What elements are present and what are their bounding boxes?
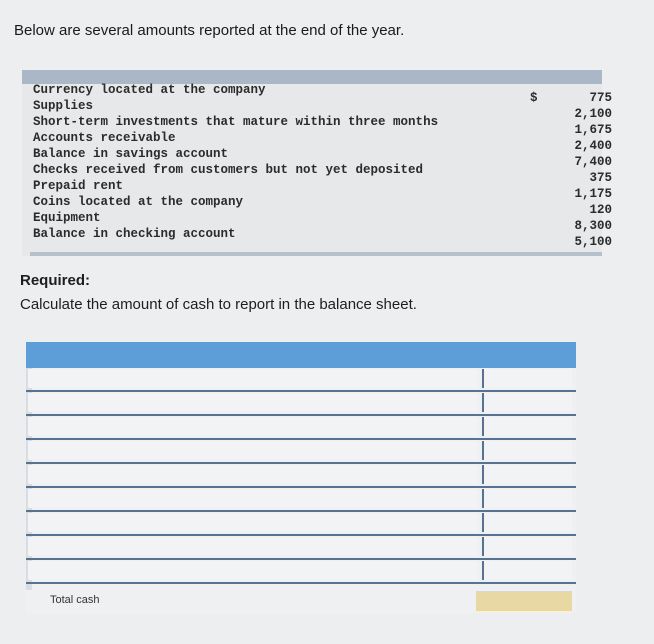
item-amount: 8,300 <box>574 219 612 233</box>
row-label-input[interactable] <box>28 561 478 580</box>
item-amount-row <box>530 90 612 106</box>
row-label-input[interactable] <box>28 489 478 508</box>
item-label: Prepaid rent <box>33 179 124 193</box>
table-row <box>26 368 576 392</box>
currency-symbol: $ <box>530 91 538 105</box>
total-row <box>26 590 576 612</box>
row-label-input[interactable] <box>28 537 478 556</box>
item-amount: 375 <box>589 171 612 185</box>
table-row <box>26 512 576 536</box>
row-amount-input[interactable] <box>482 489 572 508</box>
row-amount-input[interactable] <box>482 561 572 580</box>
answer-table <box>26 342 576 614</box>
row-amount-input[interactable] <box>482 369 572 388</box>
amounts-panel <box>22 70 612 256</box>
row-amount-input[interactable] <box>482 513 572 532</box>
item-label: Short-term investments that mature within three months <box>33 115 439 129</box>
row-label-input[interactable] <box>28 465 478 484</box>
item-label: Balance in checking account <box>33 227 236 241</box>
table-row <box>26 488 576 512</box>
item-label: Equipment <box>33 211 101 225</box>
row-amount-input[interactable] <box>482 441 572 460</box>
row-label-input[interactable] <box>28 417 478 436</box>
table-row <box>26 392 576 416</box>
row-label-input[interactable] <box>28 513 478 532</box>
item-amount: 5,100 <box>574 235 612 249</box>
row-amount-input[interactable] <box>482 393 572 412</box>
item-amount: 2,400 <box>574 139 612 153</box>
item-label: Balance in savings account <box>33 147 229 161</box>
total-cash-input[interactable] <box>476 591 572 611</box>
row-label-input[interactable] <box>28 369 478 388</box>
item-label: Currency located at the company <box>33 83 266 97</box>
item-amount: 775 <box>589 91 612 105</box>
required-instructions: Calculate the amount of cash to report in the balance sheet. <box>20 296 417 313</box>
item-label: Supplies <box>33 99 94 113</box>
table-row <box>26 440 576 464</box>
item-amount: 1,675 <box>574 123 612 137</box>
item-amount: 2,100 <box>574 107 612 121</box>
row-label-input[interactable] <box>28 393 478 412</box>
item-labels <box>33 82 503 242</box>
table-row <box>26 464 576 488</box>
item-label: Accounts receivable <box>33 131 176 145</box>
item-amounts <box>530 90 612 250</box>
table-row <box>26 536 576 560</box>
intro-text: Below are several amounts reported at the end of the year. <box>14 22 405 39</box>
row-amount-input[interactable] <box>482 417 572 436</box>
item-amount: 7,400 <box>574 155 612 169</box>
row-amount-input[interactable] <box>482 537 572 556</box>
item-amount: 120 <box>589 203 612 217</box>
row-amount-input[interactable] <box>482 465 572 484</box>
panel-bottom-bar <box>30 252 602 256</box>
table-row <box>26 560 576 584</box>
required-title: Required: <box>20 272 91 289</box>
total-cash-label: Total cash <box>50 594 100 606</box>
table-row <box>26 416 576 440</box>
answer-table-header <box>26 342 576 368</box>
item-amount: 1,175 <box>574 187 612 201</box>
row-label-input[interactable] <box>28 441 478 460</box>
item-label: Coins located at the company <box>33 195 244 209</box>
item-label: Checks received from customers but not yet deposited <box>33 163 424 177</box>
